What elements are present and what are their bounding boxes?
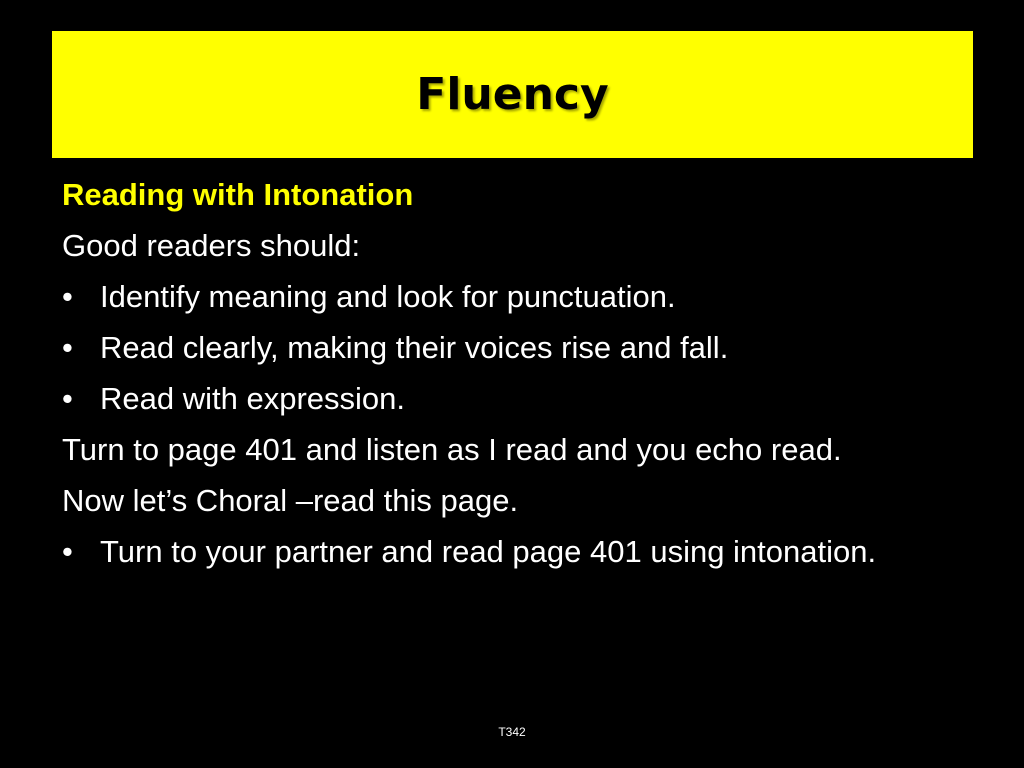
- intro-text: Good readers should:: [62, 228, 361, 263]
- title-banner: [52, 31, 973, 158]
- bullet-item: [62, 329, 962, 367]
- subheading: Reading with Intonation: [62, 177, 414, 212]
- slide-body: [62, 176, 962, 584]
- slide-title: Fluency: [416, 69, 609, 120]
- bullet-text: Read with expression.: [100, 381, 405, 416]
- bullet-item: [62, 380, 962, 418]
- instruction-echo-read: Turn to page 401 and listen as I read and you echo read.: [62, 432, 842, 467]
- bullet-item: [62, 533, 962, 571]
- instruction-choral-read: Now let’s Choral –read this page.: [62, 483, 519, 518]
- bullet-text: Identify meaning and look for punctuation.: [100, 279, 676, 314]
- bullet-item: [62, 278, 962, 316]
- bullet-marker: •: [62, 279, 73, 314]
- bullet-text: Turn to your partner and read page 401 using intonation.: [100, 534, 877, 569]
- bullet-text: Read clearly, making their voices rise and fall.: [100, 330, 729, 365]
- bullet-marker: •: [62, 330, 73, 365]
- bullet-marker: •: [62, 381, 73, 416]
- page-code: T342: [498, 725, 526, 739]
- bullet-marker: •: [62, 534, 73, 569]
